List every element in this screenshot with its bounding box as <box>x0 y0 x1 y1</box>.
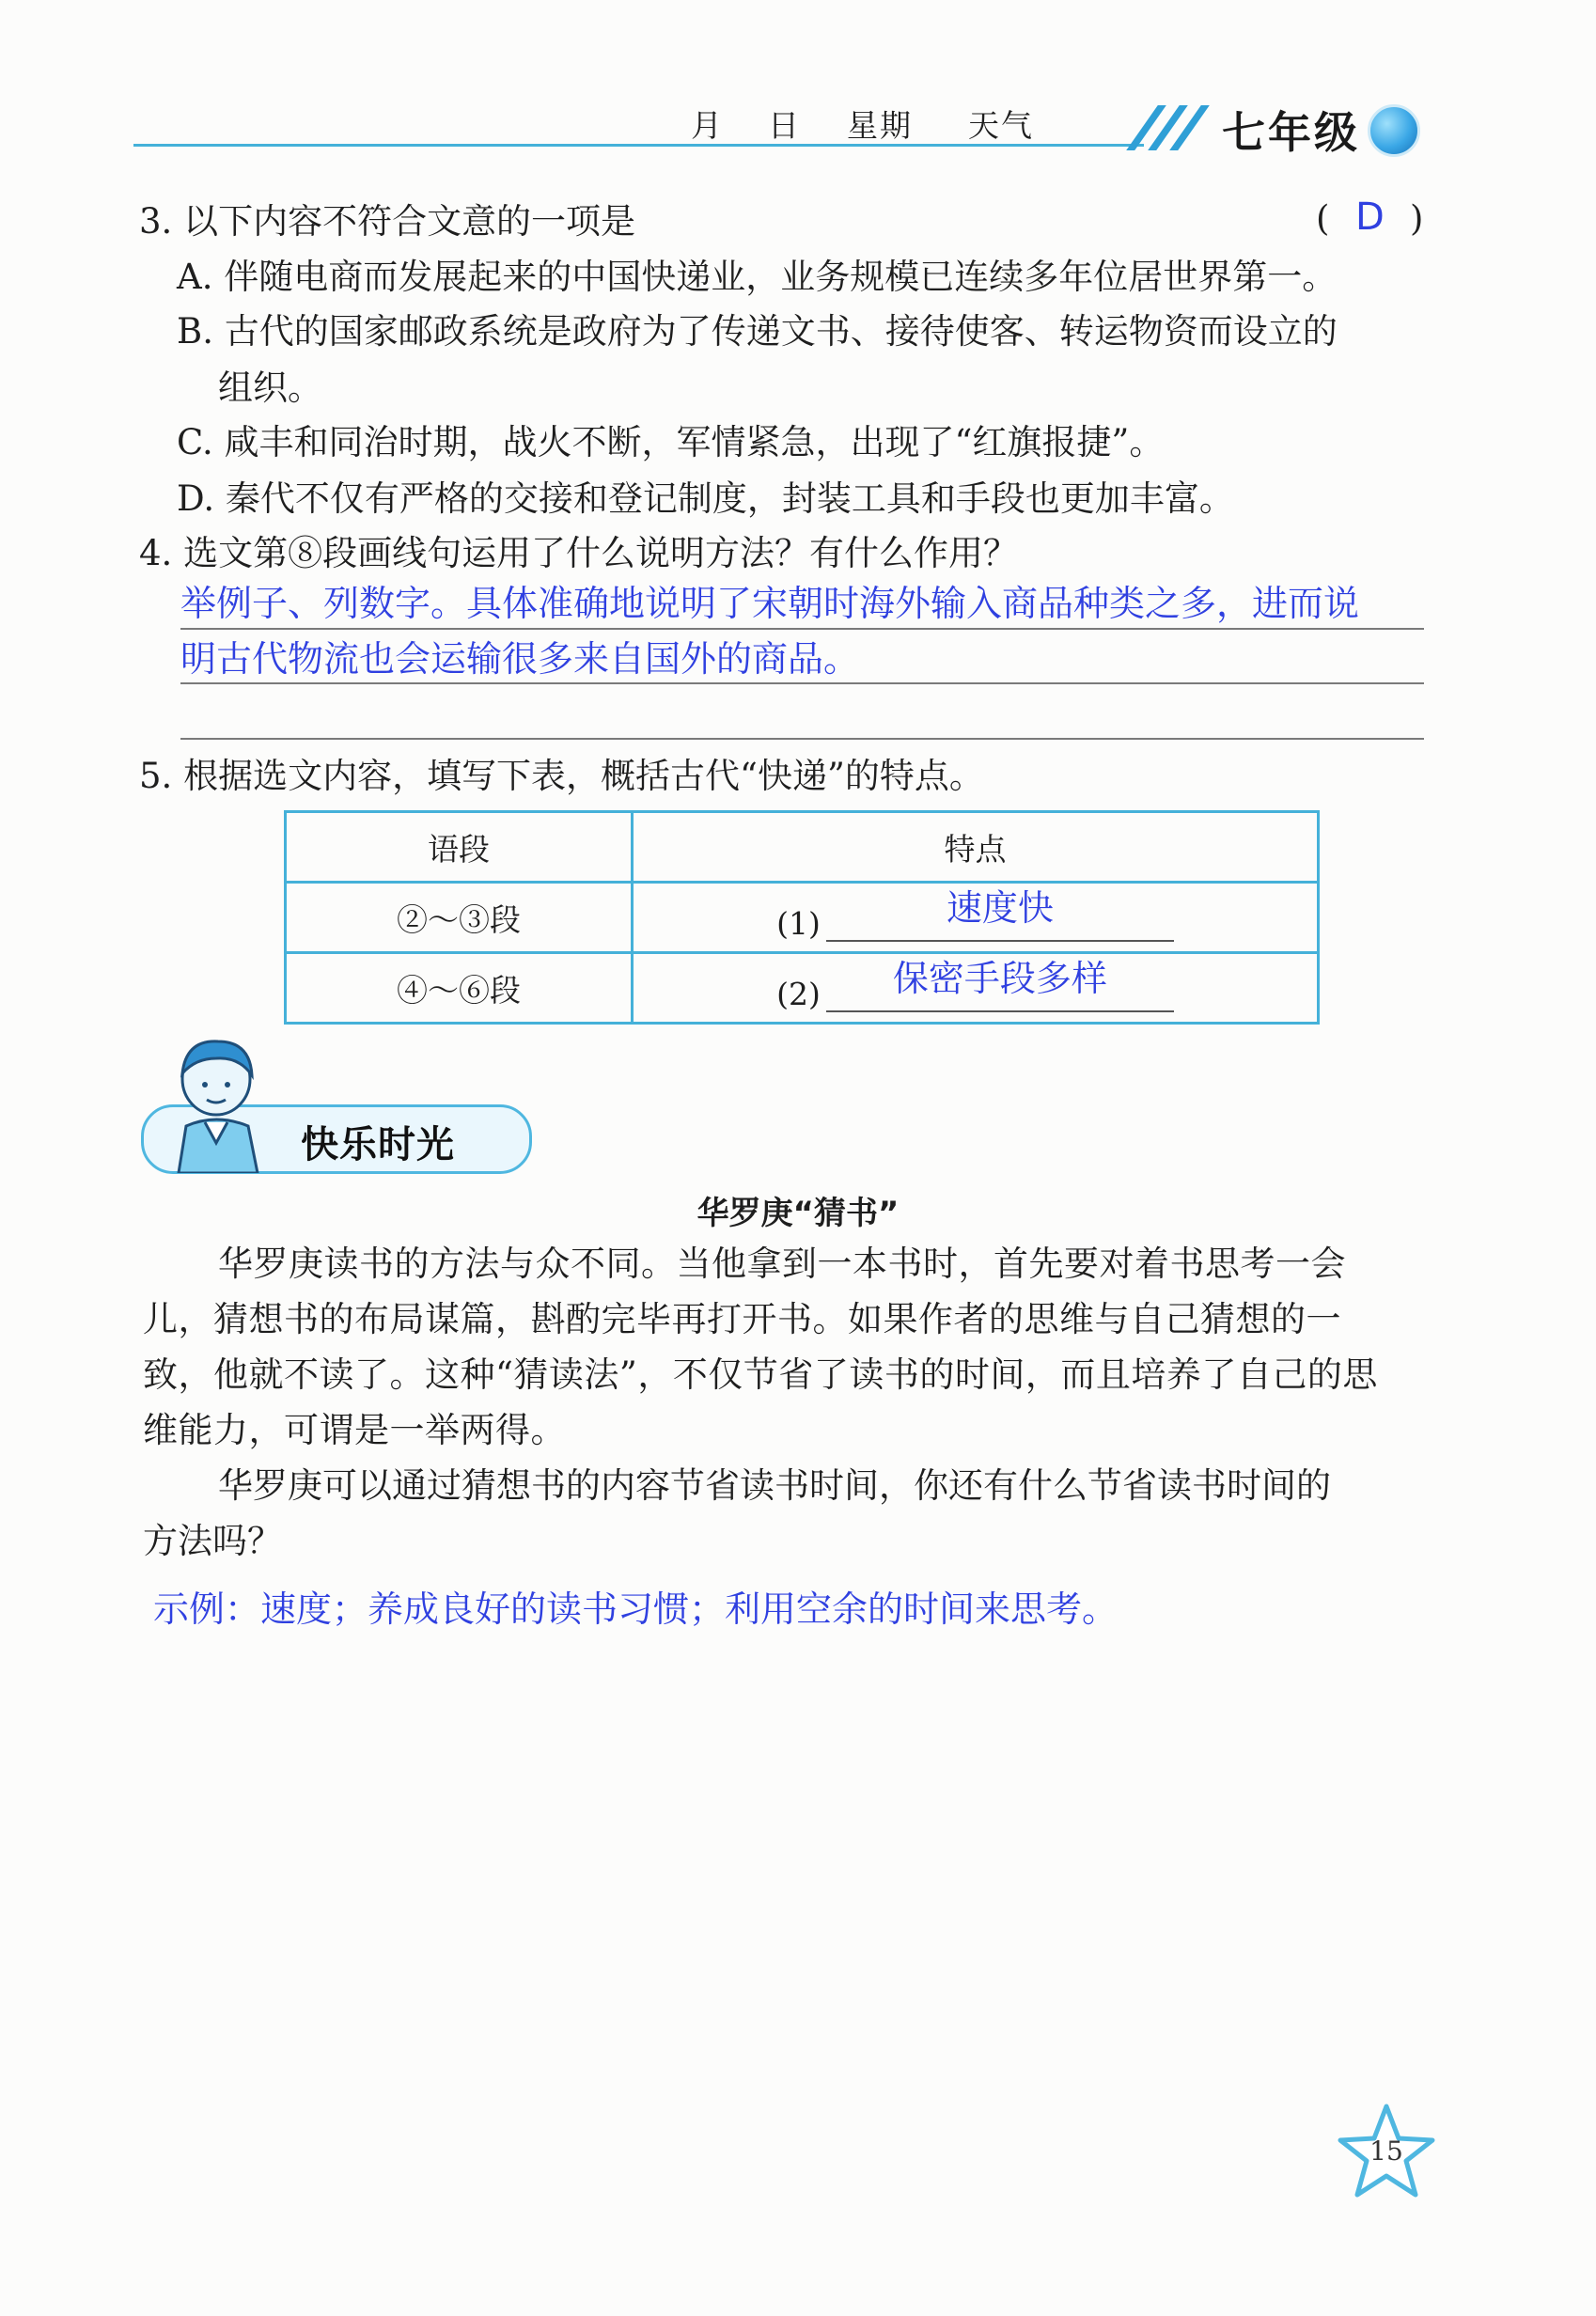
story-line: 儿，猜想书的布局谋篇，斟酌完毕再打开书。如果作者的思维与自己猜想的一 <box>143 1299 1341 1339</box>
q4-answer-line1: 举例子、列数字。具体准确地说明了宋朝时海外输入商品种类之多，进而说 <box>180 583 1360 624</box>
q3-stem: 3. 以下内容不符合文意的一项是 <box>139 201 636 242</box>
q3-paren-open: ( <box>1316 198 1330 239</box>
question-line: 方法吗？ <box>143 1521 282 1561</box>
q4-answer-line2: 明古代物流也会运输很多来自国外的商品。 <box>180 638 860 680</box>
story-line: 维能力，可谓是一举两得。 <box>143 1410 566 1450</box>
answer-blank <box>826 887 1174 942</box>
grade-label: 七年级 <box>1222 107 1360 158</box>
page-number: 15 <box>1369 2136 1403 2167</box>
story-line: 致，他就不读了。这种“猜读法”，不仅节省了读书的时间，而且培养了自己的思 <box>143 1354 1378 1395</box>
q5-answer-1: 速度快 <box>946 887 1054 929</box>
happy-answer: 示例：速度；养成良好的读书习惯；利用空余的时间来思考。 <box>153 1588 1119 1630</box>
feature-cell <box>633 953 1319 1024</box>
q3-paren-close: ) <box>1410 198 1424 239</box>
table-header-cell: 语段 <box>286 812 633 883</box>
q3-option-b: B. 古代的国家邮政系统是政府为了传递文书、接待使客、转运物资而设立的 <box>177 311 1338 352</box>
segment-cell: ④～⑥段 <box>286 953 633 1024</box>
segment-cell: ②～③段 <box>286 883 633 953</box>
q3-option-a: A. 伴随电商而发展起来的中国快递业，业务规模已连续多年位居世界第一。 <box>177 257 1338 297</box>
q5-answer-2: 保密手段多样 <box>892 958 1107 999</box>
header-rule <box>133 144 1144 147</box>
table-header-cell: 特点 <box>633 812 1319 883</box>
section-title: 快乐时光 <box>301 1123 455 1166</box>
q3-answer: D <box>1355 196 1385 239</box>
day-label: 日 <box>768 107 801 144</box>
answer-rule <box>180 682 1424 684</box>
answer-number: (2) <box>776 976 821 1012</box>
q5-stem: 5. 根据选文内容，填写下表，概括古代“快递”的特点。 <box>139 756 984 796</box>
story-line: 华罗庚读书的方法与众不同。当他拿到一本书时，首先要对着书思考一会 <box>218 1244 1346 1284</box>
feature-cell <box>633 883 1319 953</box>
table-header-row <box>286 812 1319 883</box>
question-line: 华罗庚可以通过猜想书的内容节省读书时间，你还有什么节省读书时间的 <box>218 1465 1331 1506</box>
weather-label: 天气 <box>968 107 1034 144</box>
blue-ball-icon <box>1368 104 1420 157</box>
answer-blank <box>826 958 1174 1012</box>
q4-stem: 4. 选文第⑧段画线句运用了什么说明方法？有什么作用？ <box>139 533 1019 573</box>
table-row <box>286 953 1319 1024</box>
answer-rule <box>180 738 1424 740</box>
q3-option-b-cont: 组织。 <box>218 368 322 408</box>
month-label: 月 <box>691 107 724 144</box>
q3-option-d: D. 秦代不仅有严格的交接和登记制度，封装工具和手段也更加丰富。 <box>177 478 1234 519</box>
answer-number: (1) <box>776 905 821 942</box>
feature-table <box>284 810 1320 1025</box>
weekday-label: 星期 <box>847 107 913 144</box>
story-title: 华罗庚“猜书” <box>696 1195 900 1232</box>
q3-option-c: C. 咸丰和同治时期，战火不断，军情紧急，出现了“红旗报捷”。 <box>177 422 1165 462</box>
boy-illustration-icon <box>158 1032 280 1173</box>
table-row <box>286 883 1319 953</box>
